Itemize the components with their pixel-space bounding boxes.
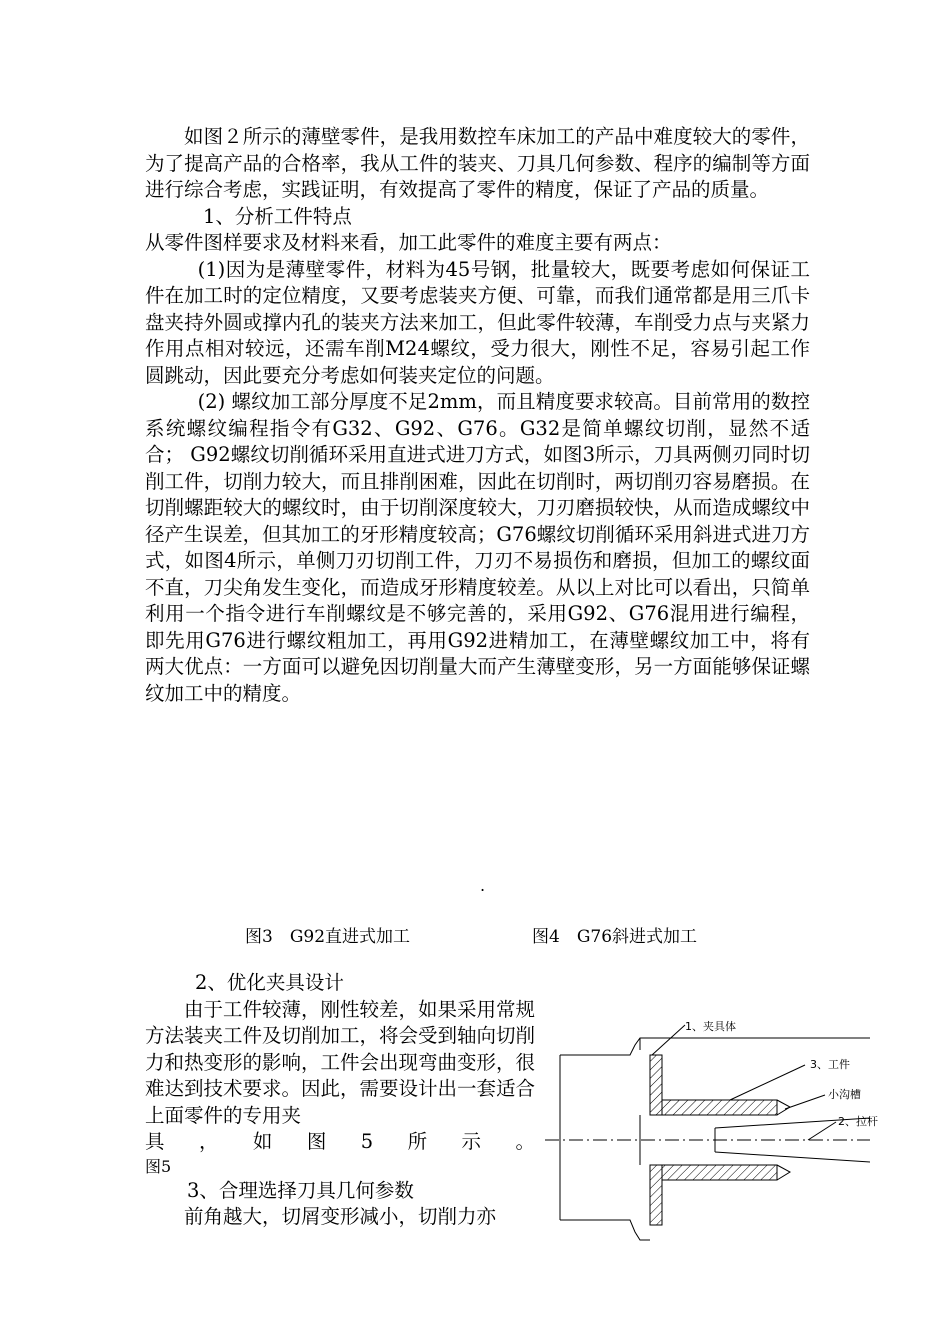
- label-small-groove: 小沟槽: [828, 1088, 861, 1101]
- section-2-block: [145, 970, 535, 1231]
- justified-char: 。: [515, 1130, 535, 1153]
- upper-workpiece-hatch: [662, 1100, 777, 1115]
- point-1-paragraph: (1)因为是薄壁零件，材料为45号钢，批量较大，既要考虑如何保证工件在加工时的定位精度，又要考虑装夹方便、可靠，而我们通常都是用三爪卡盘夹持外圆或撑内孔的装夹方法来加工，但此零件较薄，车削受力点与夹紧力作用点相对较远，还需车削M24螺纹，受力很大，刚性不足，容易引起工作圆跳动，因此要充分考虑如何装夹定位的问题。: [145, 257, 810, 387]
- section-3-body: 前角越大，切屑变形减小，切削力亦: [184, 1205, 497, 1228]
- section-2-body: 由于工件较薄，刚性较差，如果采用常规方法装夹工件及切削加工，将会受到轴向切削力和热变形的影响，工件会出现弯曲变形，很难达到技术要求。因此，需要设计出一套适合上面零件的专用夹: [145, 997, 536, 1127]
- justified-char: 图: [306, 1130, 327, 1153]
- justified-char: 所: [407, 1130, 428, 1153]
- fixture-bottom-edge: [560, 1220, 650, 1240]
- label-workpiece: 3、工件: [810, 1058, 850, 1071]
- figure-5-tag: 图5: [145, 1156, 172, 1176]
- leader-groove: [785, 1095, 825, 1109]
- intro-paragraph: 如图２所示的薄壁零件，是我用数控车床加工的产品中难度较大的零件，为了提高产品的合格率，我从工件的装夹、刀具几何参数、程序的编制等方面进行综合考虑，实践证明，有效提高了零件的精度，保证了产品的质量。: [145, 125, 810, 201]
- lower-flange-hatch: [650, 1165, 662, 1225]
- section-heading-1: 1、分析工件特点: [203, 204, 352, 228]
- figure-4-caption: 图4 G76斜进式加工: [532, 927, 698, 947]
- section-heading-2: 2、优化夹具设计: [195, 971, 344, 994]
- point-2-paragraph: (2) 螺纹加工部分厚度不足2mm，而且精度要求较高。目前常用的数控系统螺纹编程指令有G32、G92、G76。G32是简单螺纹切削，显然不适合； G92螺纹切削循环采用直进式进刀方式，如图3所示，刀具两侧刃同时切削工件，切削力较大，而且排削困难，因此在切削时，两切削刃容易磨损。在切削螺距较大的螺纹时，由于切削深度较大，刀刃磨损较快，从而造成螺纹中径产生误差，但其加工的牙形精度较高；G76螺纹切削循环采用斜进式进刀方式，如图4所示，单侧刀刃切削工件，刀刃不易损伤和磨损，但加工的螺纹面不直，刀尖角发生变化，而造成牙形精度较差。从以上对比可以看出，只简单利用一个指令进行车削螺纹是不够完善的，采用G92、G76混用进行编程，即先用G76进行螺纹粗加工，再用G92进精加工，在薄壁螺纹加工中，将有两大优点：一方面可以避免因切削量大而产生薄壁变形，另一方面能够保证螺纹加工中的精度。: [145, 390, 810, 705]
- leader-rod: [808, 1122, 836, 1140]
- fixture-drawing: [540, 1010, 870, 1270]
- justified-char: 如: [252, 1130, 273, 1153]
- justified-char: 示: [461, 1130, 482, 1153]
- upper-flange-hatch: [650, 1055, 662, 1115]
- label-fixture-body: 1、夹具体: [685, 1020, 736, 1033]
- leader-workpiece: [730, 1065, 805, 1100]
- justified-char: ，: [198, 1130, 219, 1153]
- lead-paragraph: 从零件图样要求及材料来看，加工此零件的难度主要有两点：: [145, 231, 672, 254]
- lower-workpiece-hatch: [662, 1165, 777, 1180]
- justified-char: 具: [145, 1130, 165, 1153]
- leader-fixture: [652, 1025, 685, 1055]
- main-text-block: [145, 124, 810, 707]
- justified-char: 5: [360, 1130, 374, 1153]
- stray-dot: .: [480, 876, 486, 895]
- fixture-top-edge: [560, 1038, 870, 1055]
- section-heading-3: 3、合理选择刀具几何参数: [187, 1178, 414, 1202]
- label-pull-rod: 2、拉杆: [838, 1115, 878, 1128]
- section-2-last-line: [145, 1129, 535, 1156]
- figure-3-caption: 图3 G92直进式加工: [245, 927, 411, 947]
- rod-lower-edge: [715, 1152, 870, 1162]
